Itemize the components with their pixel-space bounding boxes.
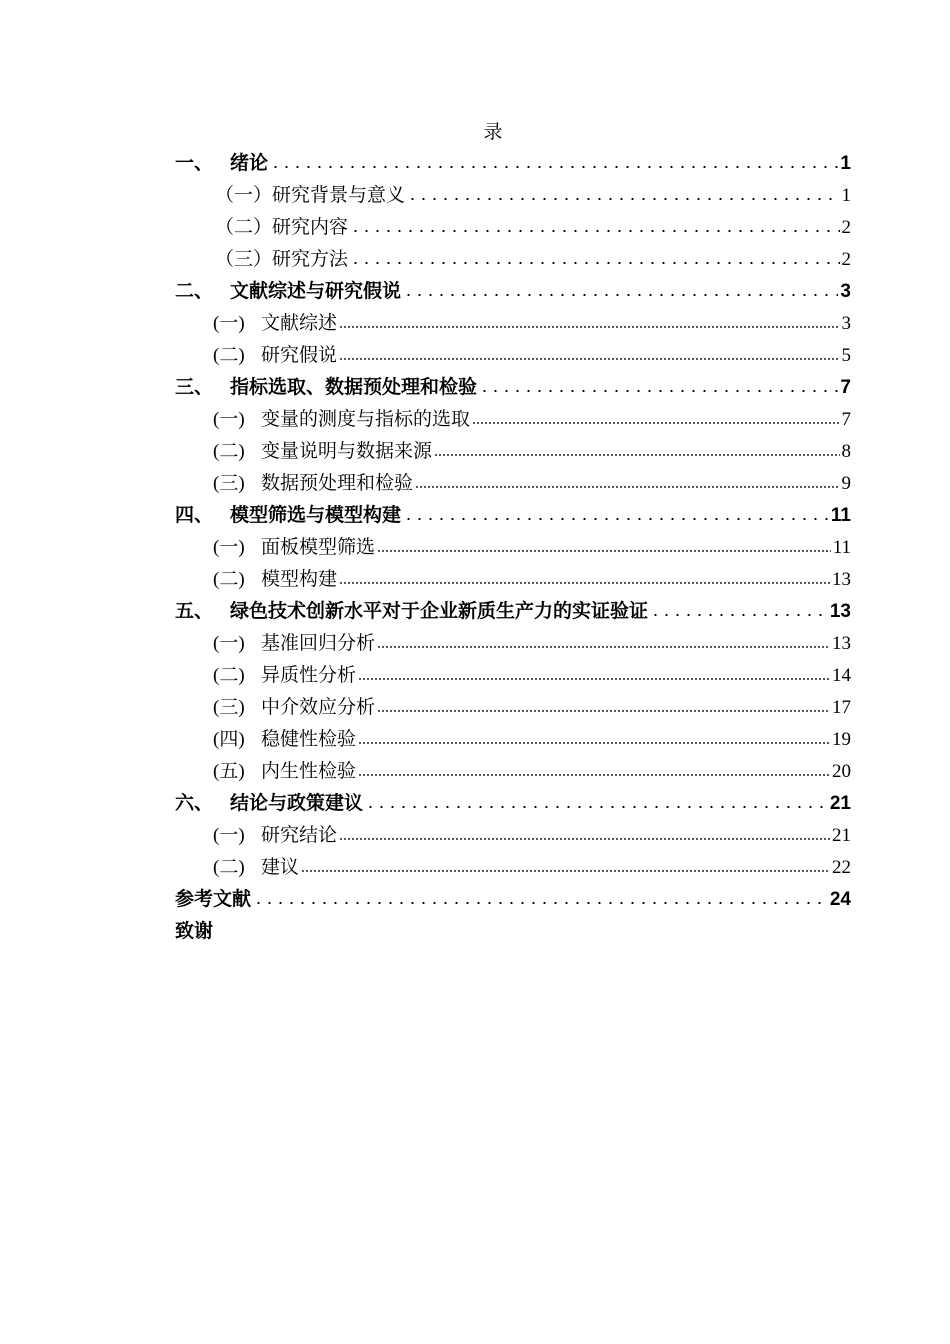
table-of-contents [175,148,851,948]
entry-page: 7 [841,409,851,430]
entry-page: 20 [832,761,851,782]
entry-page: 2 [841,217,851,238]
toc-entry-chapter-3[interactable] [175,372,851,404]
dot-leader [339,837,830,841]
entry-title: 文献综述 [261,313,338,334]
dot-leader [301,869,830,873]
toc-entry-1-3[interactable] [175,244,851,276]
entry-title: 研究内容 [272,217,349,238]
entry-title: 建议 [261,857,300,878]
dot-leader [358,677,830,681]
entry-number: (一) [213,825,245,846]
dot-leader [377,709,830,713]
entry-page: 17 [832,697,851,718]
entry-title: 研究方法 [272,249,349,270]
entry-page: 7 [840,377,851,398]
dot-leader [403,517,829,521]
dot-leader [377,549,831,553]
toc-entry-5-2[interactable] [175,660,851,692]
entry-number: (二) [213,857,245,878]
entry-page: 9 [841,473,851,494]
entry-page: 3 [840,281,851,302]
toc-entry-2-2[interactable] [175,340,851,372]
entry-title: 模型筛选与模型构建 [230,505,402,526]
entry-number: (一) [213,313,245,334]
entry-page: 2 [841,249,851,270]
entry-page: 24 [829,889,851,910]
entry-number: (三) [213,697,245,718]
toc-entry-5-3[interactable] [175,692,851,724]
entry-title: 数据预处理和检验 [261,473,414,494]
entry-page: 1 [841,185,851,206]
entry-title: 异质性分析 [261,665,357,686]
entry-number: (四) [213,729,245,750]
toc-entry-5-1[interactable] [175,628,851,660]
dot-leader [358,741,830,745]
dot-leader [479,389,838,393]
entry-title: 中介效应分析 [261,697,376,718]
entry-page: 13 [832,569,851,590]
toc-entry-3-3[interactable] [175,468,851,500]
entry-title: 致谢 [175,921,214,942]
entry-title: 文献综述与研究假说 [230,281,402,302]
entry-page: 11 [832,537,851,558]
entry-number: (一) [213,537,245,558]
dot-leader [358,773,830,777]
entry-title: 绿色技术创新水平对于企业新质生产力的实证验证 [230,601,649,622]
entry-page: 13 [829,601,851,622]
entry-number: 五、 [175,601,214,622]
toc-entry-references[interactable] [175,884,851,916]
dot-leader [339,581,830,585]
entry-number: （一） [215,185,273,206]
entry-page: 3 [841,313,851,334]
entry-number: (一) [213,633,245,654]
entry-title: 研究假说 [261,345,338,366]
entry-title: 变量的测度与指标的选取 [261,409,471,430]
toc-entry-chapter-1[interactable] [175,148,851,180]
entry-number: (一) [213,409,245,430]
toc-entry-3-1[interactable] [175,404,851,436]
entry-number: （三） [215,249,273,270]
entry-number: (三) [213,473,245,494]
toc-entry-6-1[interactable] [175,820,851,852]
entry-title: 参考文献 [175,889,252,910]
entry-title: 内生性检验 [261,761,357,782]
toc-entry-chapter-4[interactable] [175,500,851,532]
entry-number: (五) [213,761,245,782]
dot-leader [339,325,839,329]
entry-page: 19 [832,729,851,750]
entry-number: (二) [213,665,245,686]
dot-leader [270,165,838,169]
entry-number: (二) [213,345,245,366]
entry-title: 基准回归分析 [261,633,376,654]
entry-title: 面板模型筛选 [261,537,376,558]
entry-number: 六、 [175,793,214,814]
toc-entry-1-2[interactable] [175,212,851,244]
entry-title: 结论与政策建议 [230,793,364,814]
toc-entry-chapter-6[interactable] [175,788,851,820]
dot-leader [377,645,830,649]
entry-page: 11 [830,505,851,526]
toc-entry-chapter-5[interactable] [175,596,851,628]
entry-number: 三、 [175,377,214,398]
toc-entry-5-4[interactable] [175,724,851,756]
entry-page: 13 [832,633,851,654]
entry-page: 21 [832,825,851,846]
toc-entry-5-5[interactable] [175,756,851,788]
entry-page: 5 [841,345,851,366]
dot-leader [407,197,839,201]
entry-page: 21 [829,793,851,814]
entry-number: 四、 [175,505,214,526]
entry-title: 研究结论 [261,825,338,846]
entry-title: 稳健性检验 [261,729,357,750]
entry-page: 22 [832,857,851,878]
entry-number: 一、 [175,153,214,174]
dot-leader [650,613,828,617]
toc-entry-2-1[interactable] [175,308,851,340]
dot-leader [434,453,839,457]
entry-page: 14 [832,665,851,686]
toc-entry-acknowledgements[interactable] [175,916,851,948]
entry-page: 8 [841,441,851,462]
toc-entry-6-2[interactable] [175,852,851,884]
entry-title: 指标选取、数据预处理和检验 [230,377,478,398]
entry-page: 1 [840,153,851,174]
entry-title: 变量说明与数据来源 [261,441,433,462]
entry-number: (二) [213,441,245,462]
dot-leader [472,421,839,425]
dot-leader [365,805,828,809]
toc-entry-3-2[interactable] [175,436,851,468]
toc-entry-4-1[interactable] [175,532,851,564]
entry-title: 绪论 [230,153,269,174]
dot-leader [350,261,839,265]
entry-title: 研究背景与意义 [272,185,406,206]
entry-title: 模型构建 [261,569,338,590]
dot-leader [403,293,838,297]
entry-number: 二、 [175,281,214,302]
toc-entry-1-1[interactable] [175,180,851,212]
toc-heading: 录 [483,121,503,143]
dot-leader [339,357,839,361]
entry-number: (二) [213,569,245,590]
toc-entry-chapter-2[interactable] [175,276,851,308]
dot-leader [415,485,839,489]
toc-entry-4-2[interactable] [175,564,851,596]
entry-number: （二） [215,217,273,238]
dot-leader [350,229,839,233]
dot-leader [253,901,828,905]
